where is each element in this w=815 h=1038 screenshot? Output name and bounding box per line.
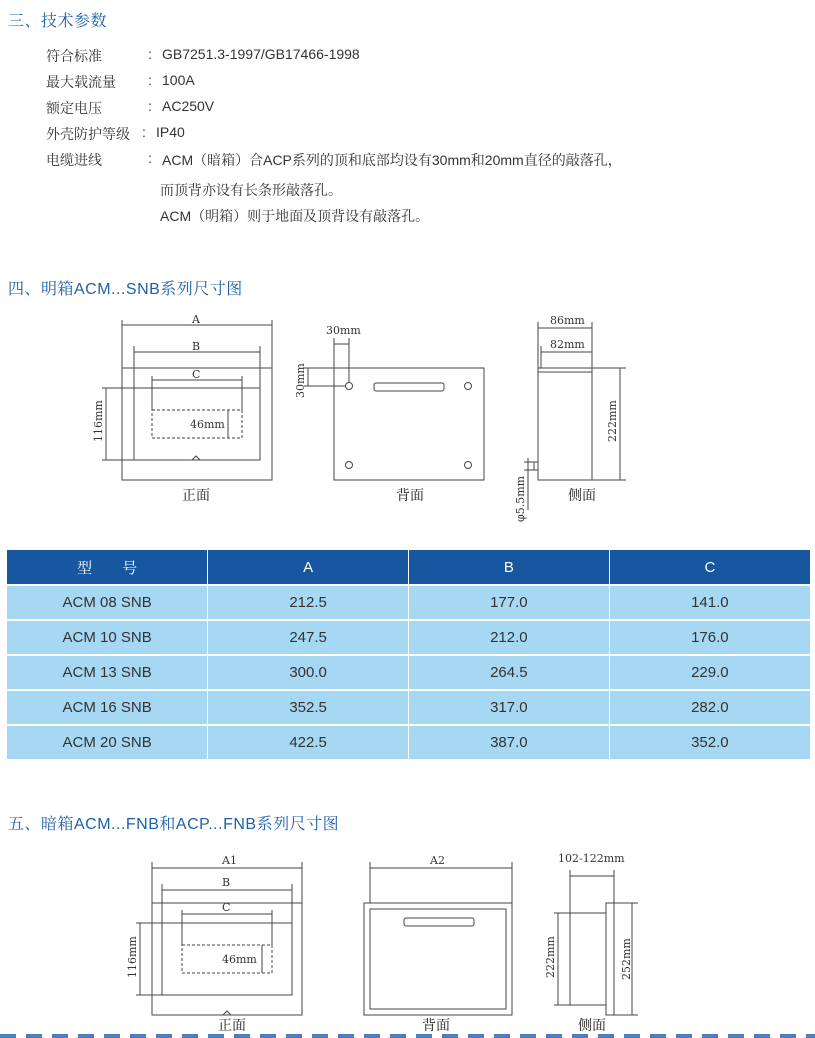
table-header-row [7, 550, 810, 585]
back-caption: 背面 [396, 488, 424, 504]
side-dim-w1: 86mm [550, 314, 585, 327]
cell-model: ACM 20 SNB [7, 725, 208, 759]
front-dim-height: 116mm [126, 936, 139, 978]
front-caption: 正面 [218, 1018, 246, 1034]
header-c: C [609, 550, 810, 585]
spec-colon: : [148, 150, 152, 166]
cell-b: 212.0 [409, 620, 610, 655]
side-dim-h1: 222mm [544, 936, 557, 978]
spec-cable-line3: ACM（明箱）则于地面及顶背设有敲落孔。 [160, 208, 430, 224]
table-row [7, 690, 810, 725]
side-dim-width: 102-122mm [558, 852, 625, 865]
spec-value: ACM（暗箱）合ACP系列的顶和底部均设有30mm和20mm直径的敲落孔， [162, 152, 622, 168]
cell-c: 176.0 [609, 620, 810, 655]
cell-b: 177.0 [409, 585, 610, 620]
flush-box-diagram [118, 848, 658, 1034]
front-dim-c: C [222, 901, 231, 914]
cell-c: 352.0 [609, 725, 810, 759]
cell-c: 141.0 [609, 585, 810, 620]
cell-c: 229.0 [609, 655, 810, 690]
spec-colon: : [148, 72, 152, 88]
side-dim-h2: 252mm [620, 938, 633, 980]
back-caption: 背面 [422, 1018, 450, 1034]
front-dim-height: 116mm [92, 400, 105, 442]
cell-b: 387.0 [409, 725, 610, 759]
spec-label: 外壳防护等级 [46, 126, 130, 142]
spec-value: IP40 [156, 124, 185, 140]
spec-value: 100A [162, 72, 195, 88]
table-row [7, 655, 810, 690]
front-dim-a1: A1 [222, 854, 237, 867]
spec-label: 电缆进线 [46, 152, 102, 168]
side-dim-hole: φ5.5mm [514, 475, 527, 522]
front-caption: 正面 [182, 488, 210, 504]
header-b: B [409, 550, 610, 585]
header-model: 型 号 [7, 550, 208, 585]
spec-label: 额定电压 [46, 100, 102, 116]
cell-a: 212.5 [208, 585, 409, 620]
cell-a: 300.0 [208, 655, 409, 690]
back-dim-a2: A2 [430, 854, 445, 867]
front-dim-a: A [192, 313, 200, 326]
spec-colon: : [148, 46, 152, 62]
table-row [7, 585, 810, 620]
cell-a: 352.5 [208, 690, 409, 725]
cell-model: ACM 13 SNB [7, 655, 208, 690]
back-dim-top: 30mm [326, 324, 361, 337]
side-dim-w2: 82mm [550, 338, 585, 351]
cell-model: ACM 08 SNB [7, 585, 208, 620]
section-5-title: 五、暗箱ACM...FNB和ACP...FNB系列尺寸图 [8, 816, 340, 833]
spec-colon: : [148, 98, 152, 114]
side-caption: 侧面 [568, 488, 596, 504]
table-row [7, 725, 810, 759]
table-row [7, 620, 810, 655]
spec-value: GB7251.3-1997/GB17466-1998 [162, 46, 360, 62]
spec-colon: : [142, 124, 146, 140]
cell-a: 247.5 [208, 620, 409, 655]
front-dim-inner: 46mm [190, 418, 225, 431]
side-caption: 侧面 [578, 1018, 606, 1034]
section-4-title: 四、明箱ACM...SNB系列尺寸图 [8, 281, 243, 298]
spec-value: AC250V [162, 98, 215, 114]
front-dim-b: B [192, 340, 201, 353]
cell-model: ACM 16 SNB [7, 690, 208, 725]
front-dim-inner: 46mm [222, 953, 257, 966]
side-dim-height: 222mm [606, 400, 619, 442]
dimension-table [7, 550, 810, 759]
bottom-dashed-divider [0, 1034, 815, 1038]
cell-a: 422.5 [208, 725, 409, 759]
cell-c: 282.0 [609, 690, 810, 725]
cell-model: ACM 10 SNB [7, 620, 208, 655]
spec-cable-line2: 而顶背亦设有长条形敲落孔。 [160, 182, 342, 198]
cell-b: 264.5 [409, 655, 610, 690]
header-a: A [208, 550, 409, 585]
cell-b: 317.0 [409, 690, 610, 725]
spec-label: 最大载流量 [46, 74, 116, 90]
front-dim-b: B [222, 876, 231, 889]
section-3-title: 三、技术参数 [8, 13, 108, 30]
back-dim-left: 30mm [294, 363, 307, 398]
spec-label: 符合标准 [46, 48, 102, 64]
front-dim-c: C [192, 368, 201, 381]
surface-box-diagram [90, 310, 650, 525]
